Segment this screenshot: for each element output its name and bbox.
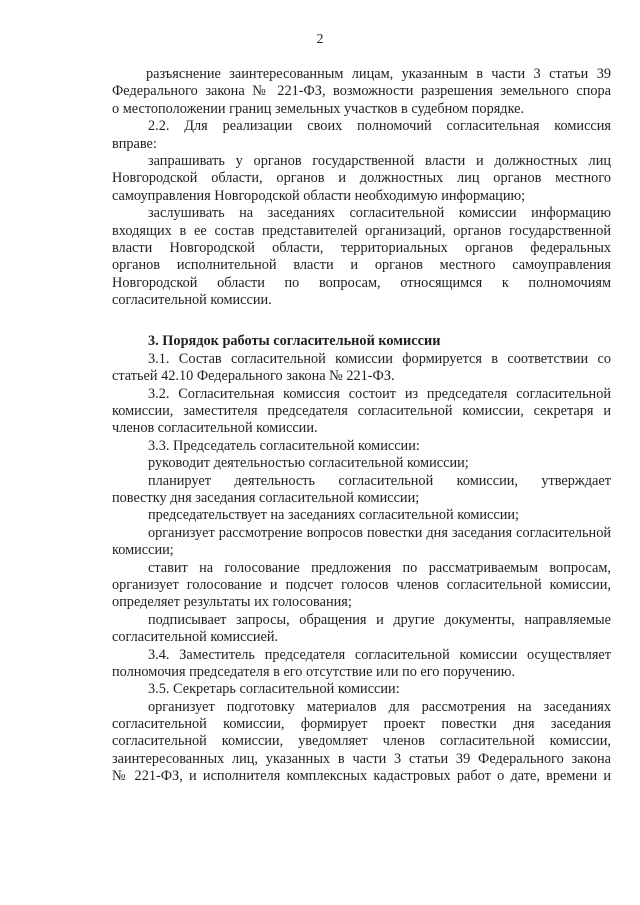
paragraph (112, 205, 611, 309)
paragraph (112, 560, 611, 612)
text-line: согласительной комиссии, уведомляет членов согласительной комиссии, (112, 733, 611, 750)
paragraph (112, 525, 611, 560)
paragraph (112, 386, 611, 438)
text-line: самоуправления Новгородской области необходимую информацию; (112, 187, 526, 204)
text-line: 3.5. Секретарь согласительной комиссии: (148, 681, 400, 698)
text-line: заинтересованных лиц, указанных в части 3 статьи 39 Федерального закона (112, 750, 611, 767)
text-line: председательствует на заседаниях согласительной комиссии; (148, 507, 519, 524)
text-line: разъяснение заинтересованным лицам, указанным в части 3 статьи 39 (146, 66, 611, 82)
text-line: 3.1. Состав согласительной комиссии формируется в соответствии со (148, 350, 611, 367)
paragraph (112, 118, 611, 153)
text-line: о местоположении границ земельных участков в судебном порядке. (112, 100, 525, 117)
paragraph (112, 438, 611, 455)
paragraph (112, 699, 611, 786)
text-line: власти Новгородской области, территориальных органов федеральных (112, 239, 611, 256)
section-gap (112, 309, 611, 333)
section-heading: 3. Порядок работы согласительной комиссии (148, 333, 441, 350)
text-line: входящих в ее состав представителей организаций, органов государственной (112, 222, 611, 239)
text-line: 3.3. Председатель согласительной комиссии: (148, 437, 420, 454)
paragraph (112, 647, 611, 682)
text-line: 3.4. Заместитель председателя согласительной комиссии осуществляет (148, 646, 611, 663)
text-line: определяет результаты их голосования; (112, 594, 352, 611)
document-body (112, 66, 611, 786)
text-line: согласительной комиссией. (112, 629, 279, 646)
text-line: статьей 42.10 Федерального закона № 221-ФЗ. (112, 368, 395, 385)
text-line: комиссии, заместителя председателя согласительной комиссии, секретаря и (112, 403, 611, 420)
text-line: органов исполнительной власти и органов местного самоуправления (112, 257, 611, 274)
text-line: членов согласительной комиссии. (112, 420, 318, 437)
text-line: № 221-ФЗ, и исполнителя комплексных кадастровых работ о дате, времени и (112, 768, 611, 785)
paragraph (112, 351, 611, 386)
text-line: повестку дня заседания согласительной комиссии; (112, 489, 420, 506)
text-line: Новгородской области, органов и должностных лиц органов местного (112, 170, 611, 187)
text-line: комиссии; (112, 542, 174, 559)
text-line: организует голосование и подсчет голосов членов согласительной комиссии, (112, 576, 611, 593)
page-number: 2 (316, 32, 324, 47)
text-line: согласительной комиссии, формирует проект повестки дня заседания (112, 716, 611, 733)
paragraph (112, 507, 611, 524)
paragraph (112, 455, 611, 472)
text-line: руководит деятельностью согласительной комиссии; (148, 455, 469, 472)
text-line: Федерального закона № 221-ФЗ, возможности разрешения земельного спора (112, 83, 611, 100)
paragraph (112, 681, 611, 698)
paragraph (112, 473, 611, 508)
text-line: Новгородской области по вопросам, относящимся к полномочиям (112, 274, 611, 291)
paragraph (112, 153, 611, 205)
text-line: согласительной комиссии. (112, 292, 272, 309)
text-line: организует подготовку материалов для рассмотрения на заседаниях (148, 698, 611, 715)
text-line: 3.2. Согласительная комиссия состоит из председателя согласительной (148, 385, 611, 402)
text-line: организует рассмотрение вопросов повестки дня заседания согласительной (148, 524, 611, 541)
text-line: ставит на голосование предложения по рассматриваемым вопросам, (148, 559, 611, 576)
text-line: вправе: (112, 135, 157, 152)
text-line: полномочия председателя в его отсутствие или по его поручению. (112, 663, 516, 680)
text-line: 2.2. Для реализации своих полномочий согласительная комиссия (148, 118, 611, 135)
text-line: планирует деятельность согласительной комиссии, утверждает (148, 472, 611, 489)
paragraph (112, 612, 611, 647)
text-line: заслушивать на заседаниях согласительной комиссии информацию (148, 205, 611, 222)
text-line: запрашивать у органов государственной власти и должностных лиц (148, 152, 611, 169)
paragraph (112, 66, 611, 118)
text-line: подписывает запросы, обращения и другие документы, направляемые (148, 611, 611, 628)
